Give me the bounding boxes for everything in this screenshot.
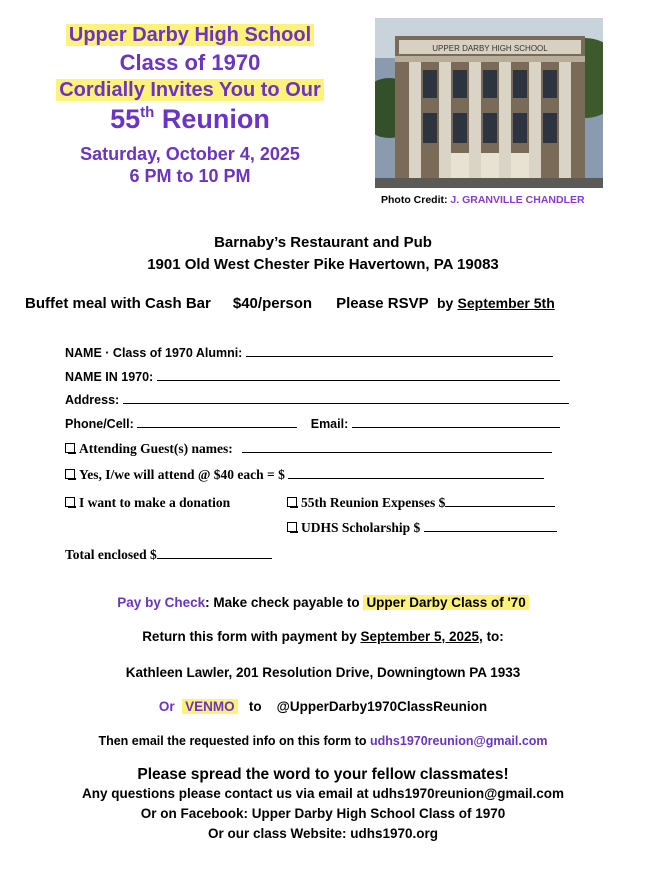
pay-by-check: Pay by Check: Make check payable to Upper Darby Class of '70 [0,595,646,610]
event-time: 6 PM to 10 PM [129,166,251,186]
reunion-email-link[interactable]: udhs1970reunion@gmail.com [370,734,548,748]
facebook-line: Or on Facebook: Upper Darby High School Class of 1970 [140,806,506,821]
school-name: Upper Darby High School [30,24,350,47]
spread-the-word: Please spread the word to your fellow classmates! [137,766,509,783]
guests-row[interactable]: Attending Guest(s) names: [65,441,552,457]
venue-name: Barnaby’s Restaurant and Pub [214,234,432,251]
questions-line: Any questions please contact us via email at udhs1970reunion@gmail.com [81,786,565,801]
scholarship-checkbox[interactable] [287,522,297,532]
expenses-field[interactable] [445,495,555,507]
name-1970-row[interactable]: NAME IN 1970: [65,369,560,384]
total-row[interactable]: Total enclosed $ [65,547,272,563]
school-photo [375,18,603,188]
email-instructions: Then email the requested info on this form to udhs1970reunion@gmail.com [98,734,548,748]
photo-credit: Photo Credit: J. GRANVILLE CHANDLER [381,194,585,206]
attend-amount-field[interactable] [288,467,544,479]
name-field[interactable] [246,345,553,357]
buffet-line: Buffet meal with Cash Bar $40/person Please RSVP by September 5th [25,295,555,312]
return-instructions: Return this form with payment by September 5, 2025, to: [142,629,504,644]
total-field[interactable] [157,547,272,559]
event-date: Saturday, October 4, 2025 [80,144,300,164]
attend-row[interactable]: Yes, I/we will attend @ $40 each = $ [65,467,544,483]
reunion-title: 55th Reunion [110,104,270,134]
invite-line: Cordially Invites You to Our [30,79,350,102]
venue-address: 1901 Old West Chester Pike Havertown, PA 19083 [147,256,499,273]
name-field-row[interactable]: NAME · Class of 1970 Alumni: [65,345,553,360]
scholarship-row[interactable]: UDHS Scholarship $ [287,520,557,536]
class-year: Class of 1970 [119,50,261,75]
address-field[interactable] [123,392,569,404]
donation-row[interactable]: I want to make a donation [65,495,230,511]
phone-field[interactable] [137,416,297,428]
email-field[interactable] [352,416,560,428]
donation-checkbox[interactable] [65,497,75,507]
phone-email-row[interactable]: Phone/Cell: Email: [65,416,560,431]
expenses-row[interactable]: 55th Reunion Expenses $ [287,495,555,511]
svg-text:UPPER DARBY HIGH SCHOOL: UPPER DARBY HIGH SCHOOL [432,44,548,53]
website-line: Or our class Website: udhs1970.org [207,826,439,841]
guests-field[interactable] [242,441,552,453]
scholarship-field[interactable] [424,520,557,532]
attend-checkbox[interactable] [65,469,75,479]
name-1970-field[interactable] [157,369,560,381]
expenses-checkbox[interactable] [287,497,297,507]
venmo-line: Or VENMO to @UpperDarby1970ClassReunion [158,699,488,714]
address-row[interactable]: Address: [65,392,569,407]
mail-address: Kathleen Lawler, 201 Resolution Drive, Downingtown PA 1933 [125,665,521,680]
guests-checkbox[interactable] [65,443,75,453]
